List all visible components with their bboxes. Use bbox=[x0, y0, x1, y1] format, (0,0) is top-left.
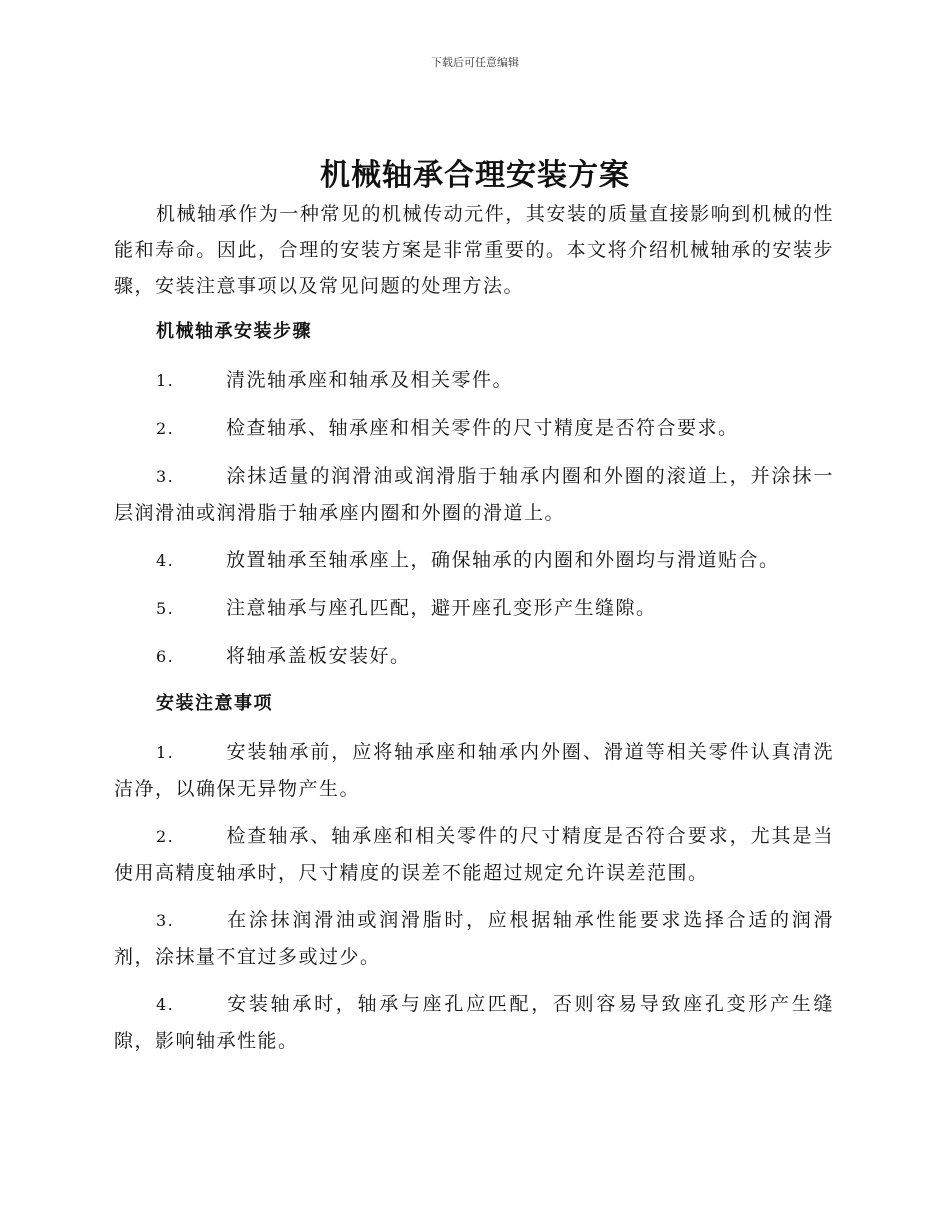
item-text: 安装轴承时，轴承与座孔应匹配，否则容易导致座孔变形产生缝隙，影响轴承性能。 bbox=[114, 993, 834, 1052]
item-number: 3. bbox=[156, 911, 175, 930]
item-text: 涂抹适量的润滑油或润滑脂于轴承内圈和外圈的滚道上，并涂抹一层润滑油或润滑脂于轴承座内圈和外圈的滑道上。 bbox=[114, 465, 834, 524]
list-item bbox=[114, 902, 834, 975]
item-text: 注意轴承与座孔匹配，避开座孔变形产生缝隙。 bbox=[226, 597, 657, 619]
item-number: 1. bbox=[156, 371, 175, 390]
item-number: 5. bbox=[156, 599, 175, 618]
section-install-steps bbox=[114, 314, 834, 675]
page-title: 机械轴承合理安装方案 bbox=[320, 158, 630, 193]
section-heading: 安装注意事项 bbox=[156, 693, 273, 714]
item-text: 检查轴承、轴承座和相关零件的尺寸精度是否符合要求，尤其是当使用高精度轴承时，尺寸精度的误差不能超过规定允许误差范围。 bbox=[114, 825, 834, 884]
item-number: 4. bbox=[156, 995, 175, 1014]
list-item bbox=[114, 590, 834, 627]
list-item bbox=[114, 362, 834, 399]
item-number: 1. bbox=[156, 743, 175, 762]
list-item bbox=[114, 458, 834, 531]
list-item bbox=[114, 818, 834, 891]
item-number: 3. bbox=[156, 467, 175, 486]
item-number: 6. bbox=[156, 647, 175, 666]
list-item bbox=[114, 542, 834, 579]
item-text: 将轴承盖板安装好。 bbox=[226, 645, 411, 667]
list-item bbox=[114, 410, 834, 447]
document-body bbox=[114, 196, 834, 1070]
item-number: 2. bbox=[156, 419, 175, 438]
intro-paragraph: 机械轴承作为一种常见的机械传动元件，其安装的质量直接影响到机械的性能和寿命。因此，合理的安装方案是非常重要的。本文将介绍机械轴承的安装步骤，安装注意事项以及常见问题的处理方法。 bbox=[114, 203, 834, 297]
list-item bbox=[114, 734, 834, 807]
section-install-notes bbox=[114, 686, 834, 1059]
section-heading: 机械轴承安装步骤 bbox=[156, 321, 312, 342]
item-number: 2. bbox=[156, 827, 175, 846]
list-item bbox=[114, 638, 834, 675]
item-text: 在涂抹润滑油或润滑脂时，应根据轴承性能要求选择合适的润滑剂，涂抹量不宜过多或过少。 bbox=[114, 909, 834, 968]
item-text: 检查轴承、轴承座和相关零件的尺寸精度是否符合要求。 bbox=[226, 417, 739, 439]
item-text: 安装轴承前，应将轴承座和轴承内外圈、滑道等相关零件认真清洗洁净，以确保无异物产生。 bbox=[114, 741, 834, 800]
item-number: 4. bbox=[156, 551, 175, 570]
header-note: 下载后可任意编辑 bbox=[431, 56, 519, 69]
item-text: 放置轴承至轴承座上，确保轴承的内圈和外圈均与滑道贴合。 bbox=[226, 549, 780, 571]
item-text: 清洗轴承座和轴承及相关零件。 bbox=[226, 369, 514, 391]
list-item bbox=[114, 986, 834, 1059]
